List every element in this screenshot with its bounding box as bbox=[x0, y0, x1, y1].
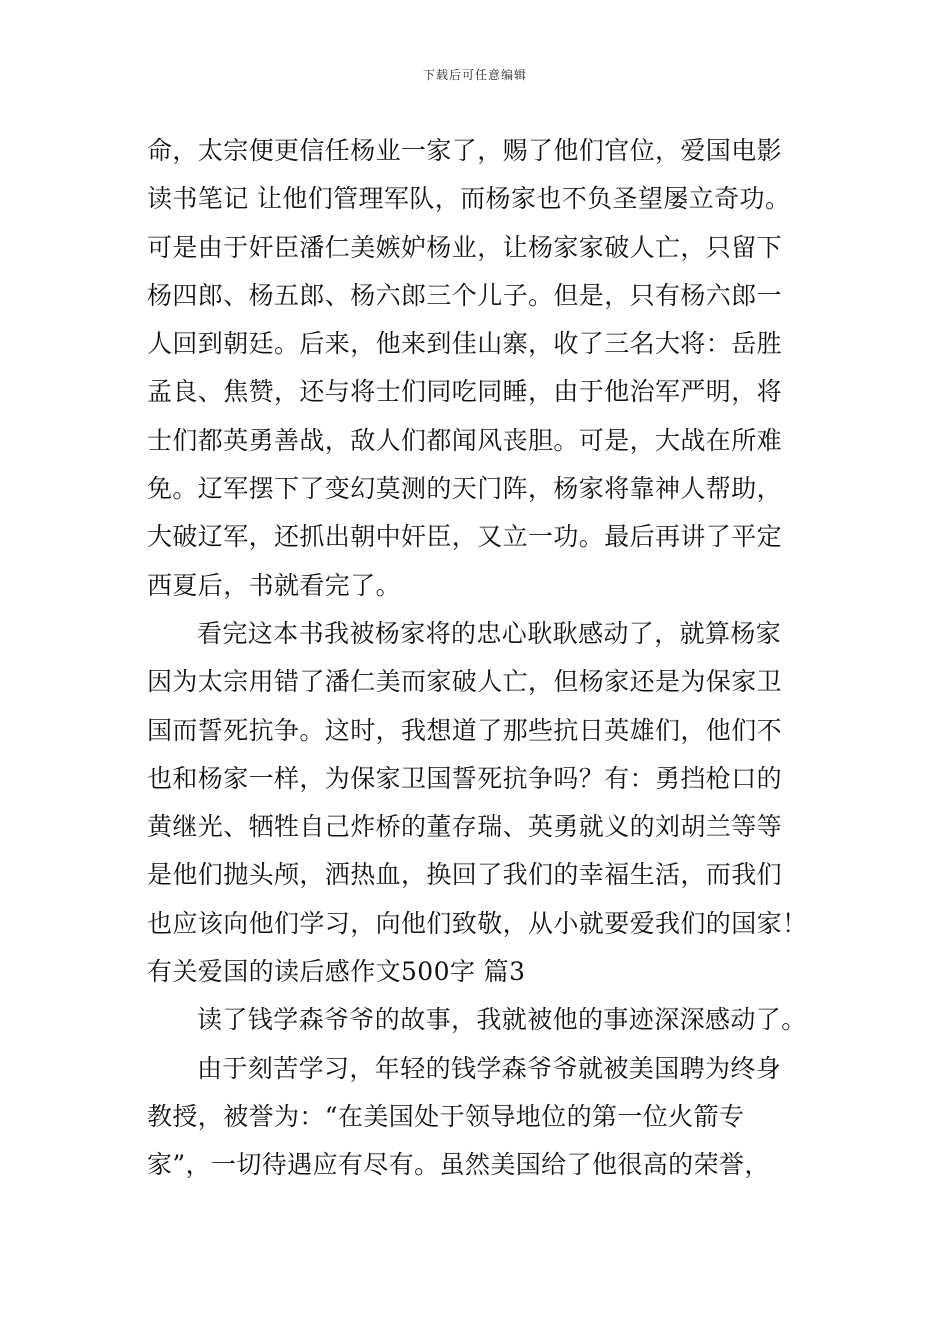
text-line bbox=[147, 707, 817, 755]
text-line-content: 也应该向他们学习，向他们致敬，从小就要爱我们的国家！ bbox=[147, 908, 808, 938]
page-header: 下载后可任意编辑 bbox=[422, 68, 527, 82]
text-line bbox=[147, 900, 817, 948]
document-body bbox=[147, 127, 817, 1190]
text-line-content: 大破辽军，还抓出朝中奸臣，又立一功。最后再讲了平定 bbox=[147, 522, 783, 552]
text-line-content: 是他们抛头颅，洒热血，换回了我们的幸福生活，而我们 bbox=[147, 860, 783, 890]
text-line bbox=[147, 320, 817, 368]
text-line bbox=[147, 1093, 817, 1141]
text-line bbox=[147, 175, 817, 223]
text-line bbox=[147, 465, 817, 513]
text-line-content: 士们都英勇善战，敌人们都闻风丧胆。可是，大战在所难 bbox=[147, 425, 783, 455]
text-line bbox=[147, 127, 817, 175]
text-line-content: 国而誓死抗争。这时，我想道了那些抗日英雄们，他们不 bbox=[147, 715, 783, 745]
text-line-content: 教授，被誉为：“在美国处于领导地位的第一位火箭专 bbox=[147, 1101, 745, 1131]
paragraph-start-line bbox=[147, 996, 817, 1044]
text-line-content: 孟良、焦赞，还与将士们同吃同睡，由于他治军严明，将 bbox=[147, 377, 783, 407]
text-line bbox=[147, 368, 817, 416]
text-line bbox=[147, 224, 817, 272]
text-line-content: 杨四郎、杨五郎、杨六郎三个儿子。但是，只有杨六郎一 bbox=[147, 280, 783, 310]
text-line bbox=[147, 272, 817, 320]
text-line-content: 命，太宗便更信任杨业一家了，赐了他们官位，爱国电影 bbox=[147, 136, 783, 165]
text-line bbox=[147, 562, 817, 610]
section-heading: 有关爱国的读后感作文500字 篇3 bbox=[147, 957, 526, 987]
text-line-content: 免。辽军摆下了变幻莫测的天门阵，杨家将靠神人帮助， bbox=[147, 474, 783, 504]
text-line-content: 由于刻苦学习，年轻的钱学森爷爷就被美国聘为终身 bbox=[197, 1053, 782, 1083]
text-line bbox=[147, 851, 817, 899]
text-line bbox=[147, 1141, 817, 1189]
paragraph-start-line bbox=[147, 610, 817, 658]
text-line bbox=[147, 755, 817, 803]
text-line bbox=[147, 803, 817, 851]
paragraph-start-line bbox=[147, 1045, 817, 1093]
text-line-content: 读书笔记 让他们管理军队，而杨家也不负圣望屡立奇功。 bbox=[147, 184, 791, 214]
text-line-content: 可是由于奸臣潘仁美嫉妒杨业，让杨家家破人亡，只留下 bbox=[147, 232, 783, 262]
section-heading-line bbox=[147, 948, 817, 996]
text-line-content: 人回到朝廷。后来，他来到佳山寨，收了三名大将：岳胜 bbox=[147, 329, 783, 359]
text-line-content: 家”，一切待遇应有尽有。虽然美国给了他很高的荣誉， bbox=[147, 1150, 770, 1180]
text-line bbox=[147, 417, 817, 465]
text-line-content: 西夏后，书就看完了。 bbox=[147, 570, 402, 600]
text-line-content: 看完这本书我被杨家将的忠心耿耿感动了，就算杨家 bbox=[197, 618, 782, 648]
text-line-content: 读了钱学森爷爷的故事，我就被他的事迹深深感动了。 bbox=[197, 1005, 807, 1035]
text-line-content: 也和杨家一样，为保家卫国誓死抗争吗？有：勇挡枪口的 bbox=[147, 763, 783, 793]
text-line bbox=[147, 658, 817, 706]
text-line bbox=[147, 513, 817, 561]
text-line-content: 黄继光、牺牲自己炸桥的董存瑞、英勇就义的刘胡兰等等 bbox=[147, 812, 783, 842]
text-line-content: 因为太宗用错了潘仁美而家破人亡，但杨家还是为保家卫 bbox=[147, 667, 783, 697]
